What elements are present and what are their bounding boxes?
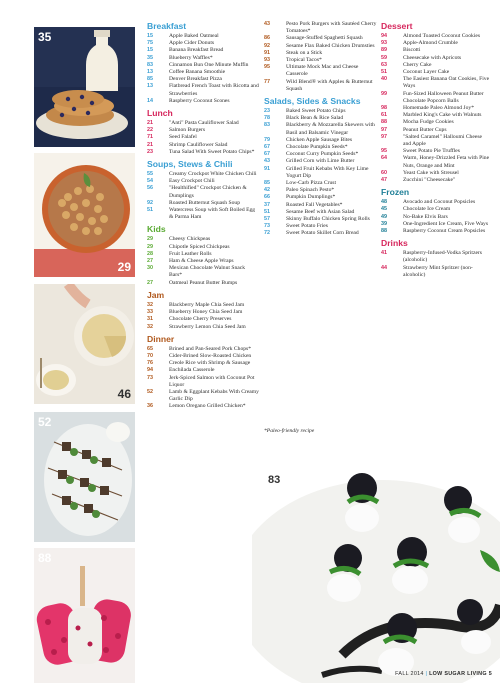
recipe-page-number: 83 xyxy=(264,122,270,129)
recipe-page-number: 92 xyxy=(264,42,270,49)
recipe-entry xyxy=(264,202,378,209)
recipe-page-number: 40 xyxy=(381,76,387,83)
recipe-entry xyxy=(147,360,259,367)
toc-column-1 xyxy=(147,21,259,411)
recipe-entry xyxy=(381,134,491,148)
recipe-title: Cheesecake with Apricots xyxy=(403,54,462,61)
recipe-title: Shrimp Cauliflower Salad xyxy=(169,141,228,148)
recipe-page-number: 59 xyxy=(381,54,387,61)
recipe-title: Almond Toasted Coconut Cookies xyxy=(403,33,481,39)
recipe-page-number: 91 xyxy=(264,165,270,172)
recipe-title: Wild Blend® with Apples & Butternut Squash xyxy=(286,78,373,92)
recipe-entry xyxy=(381,127,491,134)
recipe-page-number: 57 xyxy=(264,216,270,223)
recipe-title: Chocolate Pumpkin Seeds* xyxy=(286,144,348,151)
recipe-entry xyxy=(264,151,378,158)
recipe-page-number: 13 xyxy=(147,83,153,90)
recipe-entry xyxy=(147,55,259,62)
recipe-entry xyxy=(381,119,491,126)
recipe-title: Easy Crockpot Chili xyxy=(169,178,215,185)
recipe-page-number: 98 xyxy=(381,105,387,112)
recipe-entry xyxy=(381,47,491,54)
section-title: Soups, Stews & Chili xyxy=(147,159,233,170)
recipe-page-number: 95 xyxy=(381,148,387,155)
recipe-entry xyxy=(147,236,259,243)
section-title: Dessert xyxy=(381,21,413,31)
recipe-title: Jerk-Spiced Salmon with Coconut Pot Liquor xyxy=(169,374,255,388)
recipe-entry xyxy=(381,170,491,177)
recipe-entry xyxy=(264,108,378,115)
recipe-title: Apple Cider Donuts xyxy=(169,40,215,47)
recipe-entry xyxy=(381,62,491,69)
recipe-entry xyxy=(147,98,259,105)
recipe-page-number: 67 xyxy=(264,144,270,151)
recipe-title: Grilled Fruit Kebabs With Key Lime Yogurt Dip xyxy=(286,165,369,179)
recipe-page-number: 23 xyxy=(147,148,153,155)
recipe-page-number: 51 xyxy=(381,69,387,76)
recipe-entry xyxy=(264,122,378,136)
recipe-page-number: 35 xyxy=(147,54,153,61)
recipe-entry xyxy=(147,346,259,353)
page-footer xyxy=(395,671,492,677)
recipe-entry xyxy=(264,187,378,194)
recipe-title: Ultimate Mock Mac and Cheese Casserole xyxy=(286,64,359,78)
recipe-entry xyxy=(147,316,259,323)
recipe-page-number: 71 xyxy=(147,134,153,141)
recipe-title: "Healthified" Crockpot Chicken & Dumplings xyxy=(169,185,247,199)
recipe-title: Denver Breakfast Pizza xyxy=(169,76,222,83)
popsicles-illustration xyxy=(34,548,135,683)
recipe-page-number: 70 xyxy=(147,352,153,359)
section-title: Dinner xyxy=(147,333,175,344)
recipe-page-number: 93 xyxy=(381,40,387,47)
photo-blackberry-mozzarella-skewers xyxy=(252,440,500,683)
recipe-entry xyxy=(264,223,378,230)
recipe-page-number: 22 xyxy=(147,127,153,134)
recipe-title: Chicken Apple Sausage Bites xyxy=(286,136,353,143)
recipe-entry xyxy=(381,199,491,206)
recipe-title: Biscotti xyxy=(403,47,421,54)
section-title: Frozen xyxy=(381,187,410,198)
recipe-title: Apple Baked Oatmeal xyxy=(169,33,219,39)
recipe-title: Sesame Beef with Asian Salad xyxy=(286,208,355,215)
section-title: Kids xyxy=(147,224,166,235)
recipe-entry xyxy=(147,353,259,360)
recipe-entry xyxy=(381,69,491,76)
recipe-entry xyxy=(147,375,259,389)
recipe-entry xyxy=(147,200,259,207)
recipe-title: Coffee Banana Smoothie xyxy=(169,69,226,76)
recipe-page-number: 85 xyxy=(147,76,153,83)
recipe-title: Raspberry Coconut Cream Popsicles xyxy=(403,228,486,235)
recipe-page-number: 99 xyxy=(381,90,387,97)
recipe-page-number: 47 xyxy=(381,177,387,184)
recipe-title: One-Ingredient Ice Cream, Five Ways xyxy=(403,220,489,227)
recipe-page-number: 88 xyxy=(381,228,387,235)
recipe-entry xyxy=(147,62,259,69)
recipe-entry xyxy=(147,280,259,287)
recipe-entry xyxy=(264,21,378,35)
recipe-entry xyxy=(147,309,259,316)
recipe-entry xyxy=(264,144,378,151)
recipe-entry xyxy=(147,244,259,251)
recipe-page-number: 14 xyxy=(147,97,153,104)
recipe-entry xyxy=(147,149,259,156)
recipe-title: Baked Sweet Potato Chips xyxy=(286,108,346,115)
recipe-entry xyxy=(381,265,491,279)
recipe-entry xyxy=(147,47,259,54)
recipe-page-number: 52 xyxy=(147,388,153,395)
recipe-entry xyxy=(264,64,378,78)
recipe-entry xyxy=(381,214,491,221)
chickpeas-illustration xyxy=(34,153,135,277)
recipe-page-number: 61 xyxy=(381,112,387,119)
recipe-page-number: 85 xyxy=(264,180,270,187)
recipe-title: Chocolate Cherry Preserves xyxy=(169,316,232,323)
recipe-page-number: 32 xyxy=(147,323,153,330)
recipe-title: Sweet Potato Pie Truffles xyxy=(403,148,460,155)
recipe-title: Watercress Soup with Soft Boiled Egg & Parma Ham xyxy=(169,207,256,221)
photo-page-number: 83 xyxy=(268,474,281,486)
recipe-page-number: 56 xyxy=(147,185,153,192)
recipe-entry xyxy=(381,112,491,119)
recipe-entry xyxy=(381,55,491,62)
recipe-title: Cherry Cake xyxy=(403,61,432,68)
recipe-entry xyxy=(381,228,491,235)
recipe-page-number: 21 xyxy=(147,120,153,127)
recipe-title: Salmon Burgers xyxy=(169,127,206,134)
recipe-title: Creole Rice with Shrimp & Sausage xyxy=(169,360,251,367)
recipe-title: Mexican Chocolate Walnut Snack Bars* xyxy=(169,265,246,279)
recipe-entry xyxy=(147,33,259,40)
recipe-entry xyxy=(264,137,378,144)
recipe-entry xyxy=(147,403,259,410)
recipe-title: Cheesy Chickpeas xyxy=(169,236,211,243)
recipe-entry xyxy=(264,57,378,64)
recipe-title: Enchilada Casserole xyxy=(169,367,215,374)
recipe-title: Homemade Paleo Almond Joy* xyxy=(403,105,475,112)
recipe-title: Lemon Oregano Grilled Chicken* xyxy=(169,403,246,410)
recipe-title: Grilled Corn with Lime Butter xyxy=(286,158,355,165)
recipe-title: Skinny Buffalo Chicken Spring Rolls xyxy=(286,216,370,223)
recipe-entry xyxy=(147,207,259,221)
recipe-title: Mocha Fudge Cookies xyxy=(403,119,454,126)
recipe-entry xyxy=(264,158,378,165)
recipe-title: Blackberry & Mozzarella Skewers with Basil and Balsamic Vinegar xyxy=(286,122,375,136)
recipe-page-number: 92 xyxy=(147,199,153,206)
recipe-page-number: 41 xyxy=(381,250,387,257)
recipe-page-number: 94 xyxy=(147,367,153,374)
recipe-title: Chocolate Ice Cream xyxy=(403,206,451,213)
recipe-title: No-Bake Elvis Bars xyxy=(403,213,448,220)
recipe-page-number: 15 xyxy=(147,47,153,54)
recipe-entry xyxy=(381,155,491,169)
recipe-entry xyxy=(147,258,259,265)
recipe-entry xyxy=(381,76,491,90)
recipe-title: Lamb & Eggplant Kebabs With Creamy Garlic Dip xyxy=(169,388,259,403)
recipe-title: Coconut Layer Cake xyxy=(403,69,450,76)
toc-column-2 xyxy=(264,21,378,238)
recipe-title: Flatbread French Toast with Ricotta and Strawberries xyxy=(169,83,259,97)
photo-lamb-eggplant-kebabs xyxy=(34,412,135,542)
recipe-page-number: 44 xyxy=(381,264,387,271)
recipe-entry xyxy=(381,221,491,228)
recipe-page-number: 79 xyxy=(264,136,270,143)
recipe-title: Avocado and Coconut Popsicles xyxy=(403,199,476,206)
recipe-title: Marbled King's Cake with Walnuts xyxy=(403,112,482,119)
recipe-entry xyxy=(264,115,378,122)
recipe-title: Coconut Curry Pumpkin Seeds* xyxy=(286,151,359,158)
recipe-entry xyxy=(381,177,491,184)
section-title: Lunch xyxy=(147,108,173,119)
recipe-title: Blueberry Waffles* xyxy=(169,54,213,61)
recipe-page-number: 21 xyxy=(147,141,153,148)
recipe-title: Pesto Pork Burgers with Sautéed Cherry Tomatoes* xyxy=(286,21,377,35)
recipe-title: Tuna Salad With Sweet Potato Chips* xyxy=(169,148,255,155)
recipe-entry xyxy=(264,209,378,216)
footer-season: FALL xyxy=(395,671,409,677)
recipe-page-number: 42 xyxy=(264,187,270,194)
footer-magazine: LOW SUGAR LIVING xyxy=(429,671,487,677)
recipe-title: Apple-Almond Crumble xyxy=(403,40,458,47)
recipe-title: Cider-Brined Slow-Roasted Chicken xyxy=(169,352,252,359)
recipe-page-number: 95 xyxy=(264,64,270,71)
recipe-title: Black Bean & Rice Salad xyxy=(286,115,344,122)
recipe-title: "Salted Caramel" Halloumi Cheese and Apple xyxy=(403,133,482,148)
recipe-page-number: 37 xyxy=(264,201,270,208)
recipe-title: Fruit Leather Rolls xyxy=(169,250,212,257)
recipe-page-number: 29 xyxy=(147,236,153,243)
recipe-page-number: 63 xyxy=(381,61,387,68)
recipe-entry xyxy=(381,148,491,155)
recipe-title: Sesame Flax Baked Chicken Drumsties xyxy=(286,42,375,49)
recipe-title: Raspberry Coconut Scones xyxy=(169,97,230,104)
recipe-entry xyxy=(147,134,259,141)
recipe-page-number: 97 xyxy=(381,126,387,133)
recipe-title: Brined and Pan-Seared Pork Chops* xyxy=(169,345,252,352)
recipe-title: The Easiest Banana Oat Cookies, Five Ways xyxy=(403,76,490,90)
recipe-title: Steak on a Stick xyxy=(286,49,323,56)
photo-page-number: 88 xyxy=(38,551,52,565)
recipe-page-number: 23 xyxy=(264,108,270,115)
recipe-page-number: 33 xyxy=(147,309,153,316)
recipe-page-number: 67 xyxy=(264,151,270,158)
recipe-page-number: 78 xyxy=(264,115,270,122)
recipe-title: Seed Falafel xyxy=(169,134,197,141)
skewers-illustration xyxy=(252,440,500,683)
recipe-title: Yeast Cake with Streusel xyxy=(403,169,459,176)
recipe-entry xyxy=(264,35,378,42)
section-title: Salads, Sides & Snacks xyxy=(264,96,361,107)
footer-year: 2014 xyxy=(410,671,424,677)
photo-zucchini-cheesecake xyxy=(34,284,135,404)
recipe-entry xyxy=(381,206,491,213)
recipe-page-number: 43 xyxy=(264,158,270,165)
recipe-title: Zucchini "Cheesecake" xyxy=(403,177,456,184)
recipe-page-number: 28 xyxy=(147,250,153,257)
waffles-illustration xyxy=(34,27,135,147)
recipe-entry xyxy=(381,40,491,47)
footer-page-number: 5 xyxy=(488,671,492,677)
recipe-title: Creamy Crockpot White Chicken Chili xyxy=(169,171,257,178)
recipe-page-number: 72 xyxy=(264,230,270,237)
photo-chickpeas xyxy=(34,153,135,277)
recipe-title: Fun-Sized Halloween Peanut Butter Chocolate Popcorn Balls xyxy=(403,90,484,104)
recipe-page-number: 86 xyxy=(264,35,270,42)
section-title: Jam xyxy=(147,289,165,300)
recipe-page-number: 93 xyxy=(264,57,270,64)
cheesecake-illustration xyxy=(34,284,135,404)
recipe-entry xyxy=(147,251,259,258)
recipe-title: "Anti" Pasta Cauliflower Salad xyxy=(169,120,239,127)
recipe-page-number: 77 xyxy=(264,78,270,85)
recipe-page-number: 75 xyxy=(147,40,153,47)
recipe-page-number: 48 xyxy=(381,199,387,206)
kebabs-illustration xyxy=(34,412,135,542)
recipe-title: Peanut Butter Cups xyxy=(403,126,447,133)
recipe-entry xyxy=(147,302,259,309)
recipe-title: Roasted Fall Vegetables* xyxy=(286,201,343,208)
recipe-entry xyxy=(381,33,491,40)
photo-blueberry-waffles xyxy=(34,27,135,147)
recipe-entry xyxy=(264,194,378,201)
recipe-page-number: 88 xyxy=(381,119,387,126)
recipe-page-number: 49 xyxy=(381,213,387,220)
footer-divider: | xyxy=(425,671,428,677)
recipe-entry xyxy=(147,120,259,127)
photo-page-number: 46 xyxy=(117,387,131,401)
recipe-entry xyxy=(147,142,259,149)
recipe-title: Tropical Tacos* xyxy=(286,57,322,64)
recipe-page-number: 73 xyxy=(147,374,153,381)
recipe-title: Paleo Spinach Pesto* xyxy=(286,187,335,194)
recipe-entry xyxy=(147,367,259,374)
recipe-entry xyxy=(264,79,378,93)
recipe-page-number: 54 xyxy=(147,178,153,185)
recipe-entry xyxy=(381,91,491,105)
recipe-title: Sweet Potato Skillet Corn Bread xyxy=(286,230,359,237)
recipe-title: Raspberry-Infused-Vodka Spritzers (alcoholic) xyxy=(403,250,482,264)
recipe-entry xyxy=(147,185,259,199)
recipe-page-number: 94 xyxy=(381,33,387,39)
recipe-entry xyxy=(147,83,259,97)
recipe-page-number: 39 xyxy=(381,220,387,227)
recipe-entry xyxy=(147,127,259,134)
recipe-title: Sausage-Stuffed Spaghetti Squash xyxy=(286,35,363,42)
recipe-entry xyxy=(147,76,259,83)
recipe-page-number: 73 xyxy=(264,223,270,230)
recipe-entry xyxy=(264,50,378,57)
section-title: Breakfast xyxy=(147,21,187,31)
recipe-title: Pumpkin Dumplings* xyxy=(286,194,336,201)
recipe-entry xyxy=(147,389,259,403)
recipe-entry xyxy=(147,265,259,279)
recipe-page-number: 51 xyxy=(147,207,153,214)
recipe-entry xyxy=(381,105,491,112)
section-title: Drinks xyxy=(381,238,408,249)
photo-raspberry-popsicles xyxy=(34,548,135,683)
recipe-page-number: 91 xyxy=(264,49,270,56)
recipe-page-number: 76 xyxy=(147,360,153,367)
photo-page-number: 29 xyxy=(117,260,131,274)
recipe-page-number: 36 xyxy=(147,403,153,410)
recipe-entry xyxy=(264,180,378,187)
photo-page-number: 35 xyxy=(38,30,52,44)
recipe-title: Ham & Cheese Apple Wraps xyxy=(169,258,234,265)
recipe-title: Blueberry Honey Chia Seed Jam xyxy=(169,309,243,316)
recipe-page-number: 45 xyxy=(381,206,387,213)
recipe-page-number: 60 xyxy=(381,169,387,176)
recipe-title: Warm, Honey-Drizzled Feta with Pine Nuts, Orange and Mint xyxy=(403,155,490,169)
recipe-title: Strawberry Lemon Chia Seed Jam xyxy=(169,323,246,330)
recipe-page-number: 30 xyxy=(147,265,153,272)
recipe-page-number: 66 xyxy=(264,194,270,201)
recipe-entry xyxy=(381,250,491,264)
recipe-page-number: 31 xyxy=(147,316,153,323)
recipe-title: Banana Breakfast Bread xyxy=(169,47,224,54)
toc-column-3 xyxy=(381,21,491,279)
recipe-page-number: 65 xyxy=(147,345,153,352)
recipe-title: Blackberry Maple Chia Seed Jam xyxy=(169,301,245,308)
recipe-page-number: 64 xyxy=(381,155,387,162)
paleo-note: *Paleo-friendly recipe xyxy=(264,428,315,434)
recipe-page-number: 43 xyxy=(264,21,270,27)
recipe-title: Chipotle Spiced Chickpeas xyxy=(169,243,230,250)
recipe-page-number: 32 xyxy=(147,301,153,308)
recipe-entry xyxy=(147,324,259,331)
recipe-title: Cinnamon Bun One Minute Muffin xyxy=(169,61,249,68)
recipe-title: Roasted Butternut Squash Soup xyxy=(169,199,241,206)
recipe-entry xyxy=(264,166,378,180)
recipe-title: Strawberry Mint Spritzer (non-alcoholic) xyxy=(403,264,473,278)
recipe-title: Sweet Potato Fries xyxy=(286,223,328,230)
recipe-entry xyxy=(264,43,378,50)
recipe-page-number: 27 xyxy=(147,279,153,286)
recipe-page-number: 83 xyxy=(147,61,153,68)
recipe-page-number: 27 xyxy=(147,258,153,265)
recipe-page-number: 97 xyxy=(381,133,387,140)
recipe-page-number: 55 xyxy=(147,171,153,178)
recipe-page-number: 13 xyxy=(147,69,153,76)
recipe-page-number: 51 xyxy=(264,208,270,215)
recipe-entry xyxy=(264,216,378,223)
recipe-page-number: 15 xyxy=(147,33,153,39)
recipe-title: Low-Carb Pizza Crust xyxy=(286,180,337,187)
recipe-entry xyxy=(147,171,259,178)
recipe-page-number: 29 xyxy=(147,243,153,250)
photo-page-number: 52 xyxy=(38,415,52,429)
recipe-page-number: 89 xyxy=(381,47,387,54)
recipe-title: Oatmeal Peanut Butter Bumps xyxy=(169,279,238,286)
recipe-entry xyxy=(264,230,378,237)
